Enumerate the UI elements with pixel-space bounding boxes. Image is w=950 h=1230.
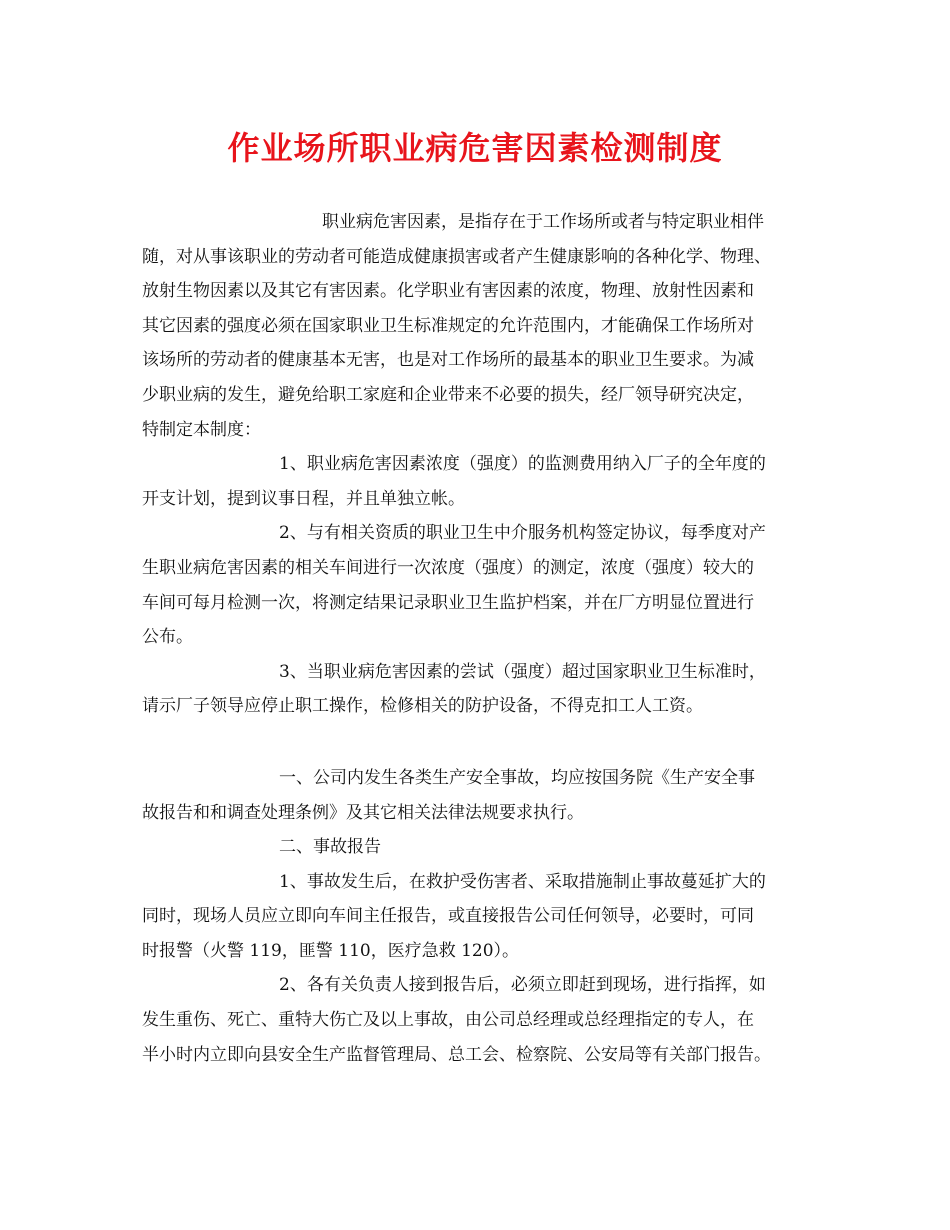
- section-line: 一、公司内发生各类生产安全事故，均应按国务院《生产安全事: [279, 767, 755, 788]
- list-item-line: 2、与有相关资质的职业卫生中介服务机构签定协议，每季度对产: [279, 523, 766, 544]
- paragraph-line: 随，对从事该职业的劳动者可能造成健康损害或者产生健康影响的各种化学、物理、: [142, 246, 771, 267]
- list-item-line: 车间可每月检测一次，将测定结果记录职业卫生监护档案，并在厂方明显位置进行: [142, 592, 754, 613]
- list-item-line: 1、职业病危害因素浓度（强度）的监测费用纳入厂子的全年度的: [279, 454, 766, 475]
- paragraph-line: 少职业病的发生，避免给职工家庭和企业带来不必要的损失，经厂领导研究决定，: [142, 384, 754, 405]
- list-item-line: 公布。: [142, 627, 193, 648]
- list-item-line: 半小时内立即向县安全生产监督管理局、总工会、检察院、公安局等有关部门报告。: [142, 1044, 771, 1065]
- list-item-line: 发生重伤、死亡、重特大伤亡及以上事故，由公司总经理或总经理指定的专人，在: [142, 1010, 754, 1031]
- paragraph-line: 放射生物因素以及其它有害因素。化学职业有害因素的浓度，物理、放射性因素和: [142, 281, 754, 302]
- list-item-line: 1、事故发生后，在救护受伤害者、采取措施制止事故蔓延扩大的: [279, 871, 766, 892]
- document-body: [142, 205, 822, 1072]
- list-item-line: 2、各有关负责人接到报告后，必须立即赶到现场，进行指挥，如: [279, 975, 766, 996]
- list-item-line: 3、当职业病危害因素的尝试（强度）超过国家职业卫生标准时，: [279, 661, 766, 682]
- paragraph-line: 特制定本制度：: [142, 419, 261, 440]
- list-item-line: 请示厂子领导应停止职工操作，检修相关的防护设备，不得克扣工人工资。: [142, 696, 703, 717]
- paragraph-line: 其它因素的强度必须在国家职业卫生标准规定的允许范围内，才能确保工作场所对: [142, 315, 754, 336]
- section-line: 故报告和和调查处理条例》及其它相关法律法规要求执行。: [142, 802, 584, 823]
- list-item-line: 开支计划，提到议事日程，并且单独立帐。: [142, 488, 465, 509]
- list-item-line: 时报警（火警 119，匪警 110，医疗急救 120）。: [142, 940, 520, 961]
- list-item-line: 同时，现场人员应立即向车间主任报告，或直接报告公司任何领导，必要时，可同: [142, 906, 754, 927]
- page-title: 作业场所职业病危害因素检测制度: [227, 129, 723, 167]
- section-spacer: [142, 724, 822, 761]
- paragraph-line: 该场所的劳动者的健康基本无害，也是对工作场所的最基本的职业卫生要求。为减: [142, 350, 754, 371]
- section-heading: 二、事故报告: [279, 837, 381, 858]
- list-item-line: 生职业病危害因素的相关车间进行一次浓度（强度）的测定，浓度（强度）较大的: [142, 557, 754, 578]
- paragraph-line: 职业病危害因素，是指存在于工作场所或者与特定职业相伴: [322, 212, 764, 232]
